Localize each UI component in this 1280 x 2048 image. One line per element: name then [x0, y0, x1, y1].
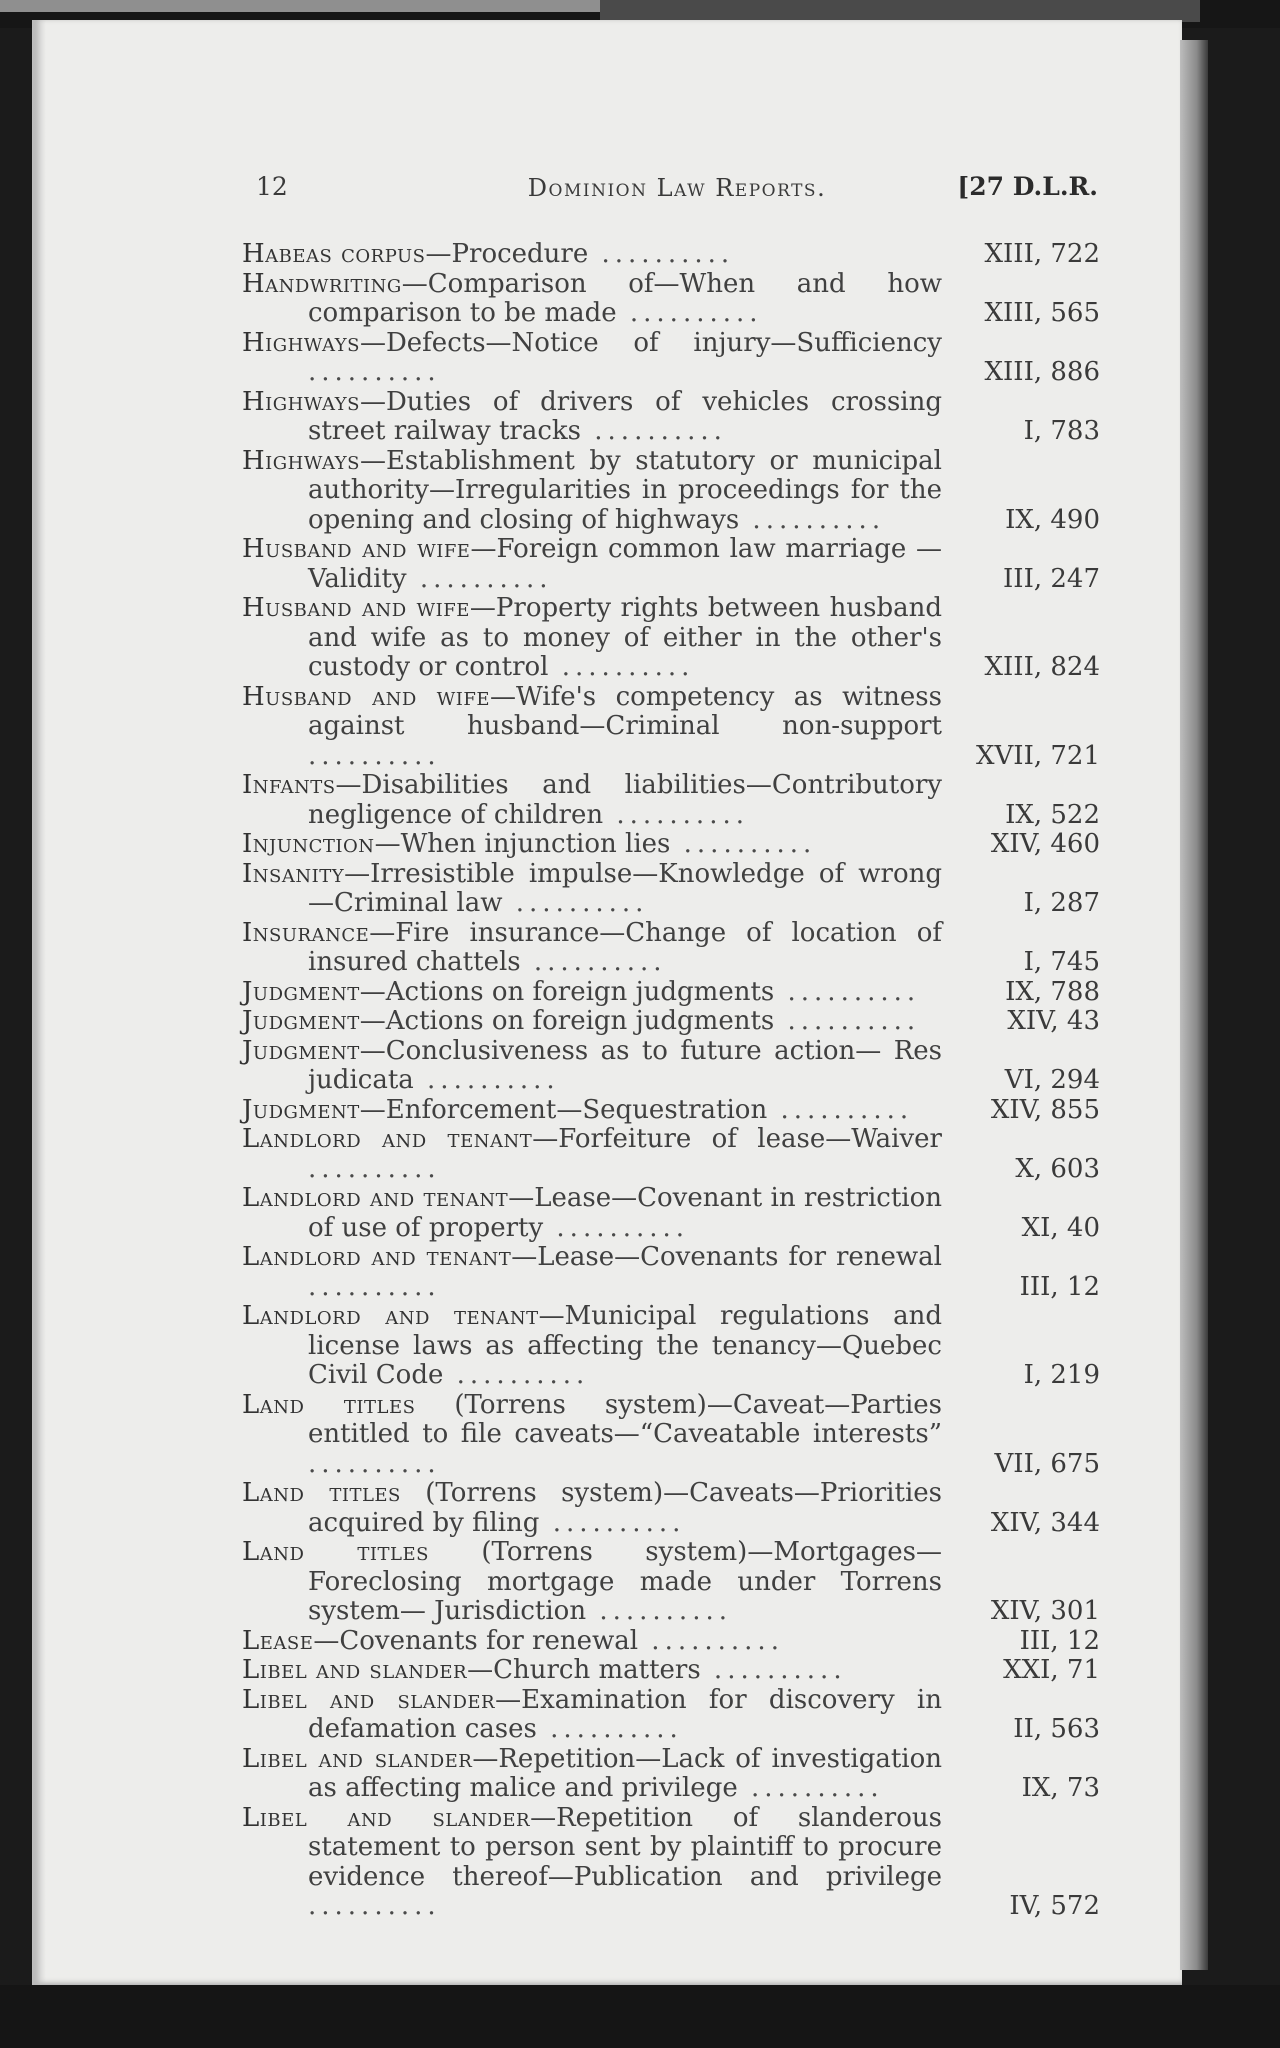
dot-leader: .......... — [543, 1212, 690, 1243]
index-entry — [242, 1184, 1100, 1243]
dot-leader: .......... — [774, 976, 921, 1007]
entry-description: —Repetition—Lack of investigation as affecting malice and privilege — [308, 1743, 942, 1803]
entry-reference: XIV, 460 — [990, 829, 1100, 859]
dot-leader: .......... — [308, 740, 441, 771]
entry-reference: I, 219 — [1023, 1360, 1100, 1390]
entry-description: —Church matters — [467, 1655, 701, 1685]
entry-reference: II, 563 — [1013, 1714, 1100, 1744]
entry-reference: XIV, 301 — [990, 1596, 1100, 1626]
scan-border-bottom — [0, 1985, 1280, 2048]
index-entry — [242, 978, 1100, 1008]
dot-leader: .......... — [616, 298, 763, 328]
index-entry — [242, 1538, 1100, 1627]
entry-reference: III, 247 — [1003, 563, 1100, 594]
index-entry — [242, 1037, 1100, 1096]
entry-reference: XVII, 721 — [976, 740, 1100, 771]
entry-description: —Property rights between husband and wife as to money of either in the other's custody or control — [308, 593, 942, 682]
entry-reference: XIII, 886 — [984, 357, 1100, 387]
entry-description: (Torrens system)—Caveats—Priorities acquired by filing — [308, 1478, 942, 1538]
dot-leader: .......... — [308, 357, 441, 387]
entry-heading: Judgment — [242, 1094, 360, 1125]
entry-heading: Husband and wife — [242, 534, 471, 564]
entry-heading: Land titles — [242, 1537, 429, 1567]
dot-leader: .......... — [670, 829, 817, 859]
entry-reference: VI, 294 — [1004, 1065, 1100, 1095]
index-entry — [242, 329, 1100, 388]
running-title: Dominion Law Reports. — [527, 174, 827, 202]
entry-heading: Libel and slander — [242, 1802, 531, 1833]
entry-description: —Irresistible impulse—Knowledge of wrong —Criminal law — [308, 858, 942, 918]
entry-description: —Conclusiveness as to future action— Res judicata — [308, 1035, 942, 1095]
page-gutter-shadow — [32, 20, 46, 1985]
entry-description: —Foreign common law marriage —Validity — [308, 534, 942, 594]
entry-heading: Highways — [242, 386, 360, 417]
index-entry — [242, 1804, 1100, 1922]
index-entry — [242, 860, 1100, 919]
entry-heading: Judgment — [242, 976, 360, 1007]
entry-heading: Landlord and tenant — [242, 1183, 509, 1213]
index-entry — [242, 388, 1100, 447]
index-entry — [242, 1096, 1100, 1126]
entry-description: —Defects—Notice of injury—Sufficiency — [359, 327, 942, 358]
entry-description: —Repetition of slanderous statement to person sent by plaintiff to procure evidence thereof—Publication and privilege — [308, 1802, 942, 1892]
dot-leader: .......... — [739, 504, 886, 535]
dot-leader: .......... — [603, 799, 749, 830]
index-entry — [242, 1007, 1100, 1037]
dot-leader: .......... — [443, 1360, 590, 1390]
entry-reference: III, 12 — [1019, 1625, 1100, 1656]
dot-leader: .......... — [700, 1655, 847, 1685]
entry-description: —Duties of drivers of vehicles crossing street railway tracks — [308, 386, 942, 446]
dot-leader: .......... — [406, 563, 553, 594]
entry-heading: Landlord and tenant — [242, 1301, 539, 1331]
entry-heading: Landlord and tenant — [242, 1242, 512, 1272]
entry-heading: Landlord and tenant — [242, 1124, 533, 1154]
index-entry — [242, 1302, 1100, 1391]
dot-leader: .......... — [413, 1065, 560, 1095]
entry-reference: IX, 490 — [1005, 504, 1100, 535]
dot-leader: .......... — [308, 1448, 441, 1479]
dot-leader: .......... — [638, 1625, 784, 1656]
index-entry — [242, 1391, 1100, 1480]
index-entry — [242, 771, 1100, 830]
index-entry — [242, 447, 1100, 536]
entry-heading: Insanity — [242, 858, 345, 889]
index-entry — [242, 535, 1100, 594]
entry-heading: Handwriting — [242, 268, 402, 299]
entry-heading: Husband and wife — [242, 593, 470, 623]
index-entries — [242, 240, 1100, 1922]
entry-heading: Insurance — [242, 917, 370, 948]
entry-description: (Torrens system)—Caveat—Parties entitled to file caveats—“Caveatable interests” — [308, 1389, 942, 1449]
entry-description: —Lease—Covenant in restriction of use of property — [308, 1183, 942, 1243]
entry-description: —Wife's competency as witness against husband—Criminal non-support — [308, 681, 942, 741]
entry-heading: Land titles — [242, 1478, 401, 1508]
entry-description: —Disabilities and liabilities—Contributory negligence of children — [308, 770, 942, 830]
dot-leader: .......... — [539, 1507, 686, 1538]
dot-leader: .......... — [308, 1271, 441, 1302]
page-edge-right — [1180, 40, 1208, 1970]
entry-description: —Examination for discovery in defamation cases — [308, 1684, 942, 1744]
entry-heading: Husband and wife — [242, 681, 490, 712]
entry-heading: Lease — [242, 1625, 314, 1656]
entry-description: —Procedure — [425, 239, 589, 269]
entry-heading: Libel and slander — [242, 1655, 468, 1685]
index-entry — [242, 919, 1100, 978]
entry-reference: IX, 788 — [1005, 976, 1100, 1007]
index-entry — [242, 1745, 1100, 1804]
entry-heading: Habeas corpus — [242, 239, 426, 269]
scan-border-top-dark — [600, 0, 1200, 22]
entry-description: (Torrens system)—Mortgages—Foreclosing mortgage made under Torrens system— Jurisdiction — [308, 1537, 942, 1626]
entry-description: —Actions on foreign judgments — [359, 1006, 775, 1036]
dot-leader: .......... — [581, 416, 727, 446]
entry-heading: Judgment — [242, 1006, 360, 1036]
index-entry — [242, 830, 1100, 860]
entry-reference: XIII, 722 — [984, 239, 1100, 269]
dot-leader: .......... — [502, 888, 649, 918]
entry-reference: XIV, 344 — [990, 1507, 1100, 1538]
entry-reference: IV, 572 — [1009, 1891, 1100, 1921]
entry-heading: Infants — [242, 770, 336, 800]
entry-reference: IX, 73 — [1021, 1773, 1100, 1803]
dot-leader: .......... — [536, 1714, 683, 1744]
entry-heading: Libel and slander — [242, 1743, 473, 1774]
running-header — [256, 168, 1098, 212]
entry-description: —Lease—Covenants for renewal — [511, 1242, 942, 1272]
index-entry — [242, 1243, 1100, 1302]
entry-reference: XIV, 855 — [990, 1094, 1100, 1125]
entry-heading: Libel and slander — [242, 1684, 496, 1715]
dot-leader: .......... — [308, 1891, 441, 1921]
entry-reference: XI, 40 — [1021, 1212, 1100, 1243]
entry-description: —Actions on foreign judgments — [359, 976, 775, 1007]
entry-description: —Forfeiture of lease—Waiver — [532, 1124, 942, 1154]
entry-reference: VII, 675 — [994, 1448, 1100, 1479]
index-entry — [242, 1479, 1100, 1538]
entry-heading: Highways — [242, 445, 360, 476]
entry-reference: IX, 522 — [1005, 799, 1100, 830]
dot-leader: .......... — [774, 1006, 921, 1036]
entry-heading: Land titles — [242, 1389, 416, 1420]
index-entry — [242, 1686, 1100, 1745]
entry-reference: XIII, 824 — [984, 652, 1100, 682]
index-entry — [242, 240, 1100, 270]
entry-reference: III, 12 — [1019, 1271, 1100, 1302]
scan-border-top-light — [0, 0, 600, 12]
dot-leader: .......... — [737, 1773, 884, 1803]
entry-description: —Municipal regulations and license laws as affecting the tenancy—Quebec Civil Code — [308, 1301, 942, 1390]
entry-reference: XXI, 71 — [1003, 1655, 1100, 1685]
entry-heading: Injunction — [242, 829, 375, 859]
volume-label: [27 D.L.R. — [957, 172, 1098, 201]
entry-reference: XIV, 43 — [1007, 1006, 1100, 1036]
entry-reference: I, 287 — [1023, 888, 1100, 918]
index-entry — [242, 594, 1100, 683]
entry-reference: I, 745 — [1023, 947, 1100, 977]
index-entry — [242, 683, 1100, 772]
dot-leader: .......... — [520, 947, 667, 977]
dot-leader: .......... — [586, 1596, 732, 1626]
entry-description: —Establishment by statutory or municipal authority—Irregularities in proceedings for the opening and closing of highways — [308, 445, 942, 535]
dot-leader: .......... — [308, 1153, 441, 1184]
page-number: 12 — [256, 172, 288, 201]
dot-leader: .......... — [767, 1094, 914, 1125]
entry-description: —Covenants for renewal — [313, 1625, 639, 1656]
index-entry — [242, 1656, 1100, 1686]
dot-leader: .......... — [588, 239, 735, 269]
entry-reference: I, 783 — [1023, 416, 1100, 446]
entry-reference: XIII, 565 — [984, 298, 1100, 328]
index-entry — [242, 1627, 1100, 1657]
entry-heading: Judgment — [242, 1035, 360, 1066]
index-entry — [242, 270, 1100, 329]
entry-description: —Enforcement—Sequestration — [359, 1094, 768, 1125]
index-entry — [242, 1125, 1100, 1184]
entry-description: —Comparison of—When and how comparison to be made — [308, 268, 942, 328]
dot-leader: .......... — [548, 652, 695, 682]
entry-description: —When injunction lies — [374, 829, 671, 859]
entry-description: —Fire insurance—Change of location of insured chattels — [308, 917, 942, 977]
entry-reference: X, 603 — [1015, 1153, 1100, 1184]
entry-heading: Highways — [242, 327, 360, 358]
